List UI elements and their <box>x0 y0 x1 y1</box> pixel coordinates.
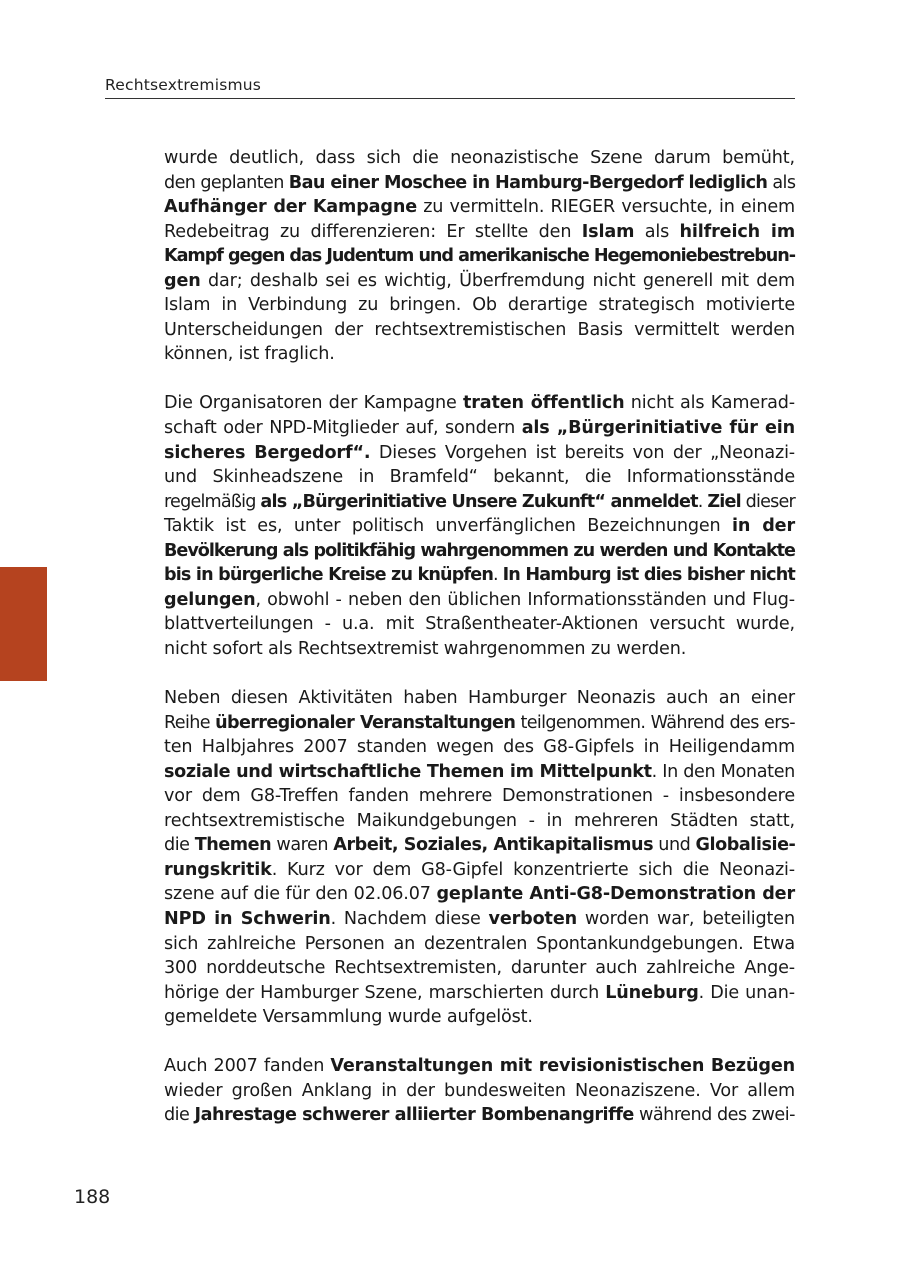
text-run: sich zahlreiche Personen an dezentralen Spontankundgebungen. Etwa <box>164 933 795 954</box>
text-line <box>164 195 795 220</box>
text-run: dar; deshalb sei es wichtig, Überfremdung nicht generell mit dem <box>200 270 795 291</box>
text-run: Dieses Vorgehen ist bereits von der „Neonazi- <box>370 442 796 463</box>
text-line <box>164 146 795 171</box>
text-run: nicht als Kamerad- <box>624 393 796 414</box>
bold-text: rungskritik <box>164 859 272 880</box>
text-run: 300 norddeutsche Rechtsextremisten, darunter auch zahlreiche Ange- <box>164 958 795 979</box>
text-run: vor dem G8-Treffen fanden mehrere Demonstrationen - insbesondere <box>164 786 795 807</box>
bold-text: als „Bürgerinitiative für ein <box>521 418 795 439</box>
paragraph <box>164 686 795 1030</box>
bold-text: Kampf gegen das Judentum und amerikanische Hegemoniebestrebun- <box>164 246 795 267</box>
bold-text: NPD in Schwerin <box>164 908 331 929</box>
text-run: Unterscheidungen der rechtsextremistischen Basis vermittelt werden <box>164 319 795 340</box>
text-run: den geplanten <box>164 172 289 193</box>
text-run: rechtsextremistische Maikundgebungen - in mehreren Städten statt, <box>164 810 795 831</box>
text-run: Die Organisatoren der Kampagne <box>164 393 463 414</box>
text-run: und <box>653 835 696 856</box>
text-run: als <box>634 221 680 242</box>
text-line <box>164 612 795 637</box>
text-line <box>164 318 795 343</box>
text-line <box>164 465 795 490</box>
paragraph-gap <box>164 367 795 392</box>
text-run: wurde deutlich, dass sich die neonazistische Szene darum bemüht, <box>164 148 795 168</box>
text-line <box>164 244 795 269</box>
bold-text: Lüneburg <box>605 982 699 1003</box>
text-run: hörige der Hamburger Szene, marschierten durch <box>164 982 606 1003</box>
text-line <box>164 416 795 441</box>
bold-text: gelungen <box>164 589 256 610</box>
text-line <box>164 342 795 367</box>
bold-text: Aufhänger der Kampagne <box>164 197 417 218</box>
text-line <box>164 1079 795 1104</box>
text-run: Islam in Verbindung zu bringen. Ob derartige strategisch motivierte <box>164 295 795 316</box>
text-line <box>164 171 795 196</box>
bold-text: in der <box>732 516 795 537</box>
bold-text: Jahrestage schwerer alliierter Bombenangriffe <box>194 1105 634 1126</box>
text-line <box>164 637 795 662</box>
text-run: waren <box>271 835 334 856</box>
text-run: während des zwei- <box>633 1105 795 1126</box>
text-line <box>164 858 795 883</box>
text-line <box>164 1103 795 1128</box>
paragraph <box>164 391 795 661</box>
text-line <box>164 932 795 957</box>
text-run: . Die unan- <box>698 982 795 1003</box>
text-run: , obwohl - neben den üblichen Informationsständen und Flug- <box>255 589 795 610</box>
bold-text: gen <box>164 270 201 291</box>
bold-text: Ziel <box>707 491 741 512</box>
bold-text: hilfreich im <box>679 221 795 242</box>
text-line <box>164 220 795 245</box>
text-line <box>164 711 795 736</box>
paragraph <box>164 1054 795 1128</box>
text-line <box>164 588 795 613</box>
text-run: Redebeitrag zu differenzieren: Er stellte den <box>164 221 582 242</box>
text-line <box>164 784 795 809</box>
text-run: . Nachdem diese <box>330 908 489 929</box>
bold-text: Veranstaltungen mit revisionistischen Bezügen <box>330 1056 795 1077</box>
bold-text: verboten <box>488 908 577 929</box>
bold-text: als „Bürgerinitiative Unsere Zukunft“ anmeldet <box>260 491 698 512</box>
text-line <box>164 293 795 318</box>
bold-text: traten öffentlich <box>462 393 625 414</box>
text-run: die <box>164 835 195 856</box>
running-head-title: Rechtsextremismus <box>105 76 262 94</box>
text-run: szene auf die für den 02.06.07 <box>164 884 437 905</box>
text-run: schaft oder NPD-Mitglieder auf, sondern <box>164 418 522 439</box>
bold-text: In Hamburg ist dies bisher nicht <box>502 565 795 586</box>
text-run: . In den Monaten <box>651 761 795 782</box>
bold-text: geplante Anti-G8-Demonstration der <box>436 884 795 905</box>
text-run: . <box>697 491 708 512</box>
bold-text: Arbeit, Soziales, Antikapitalismus <box>333 835 654 856</box>
bold-text: sicheres Bergedorf“. <box>164 442 371 463</box>
bold-text: soziale und wirtschaftliche Themen im Mittelpunkt <box>164 761 652 782</box>
bold-text: Globalisie- <box>695 835 796 856</box>
text-run: . Kurz vor dem G8-Gipfel konzentrierte sich die Neonazi- <box>271 859 795 880</box>
bold-text: Bau einer Moschee in Hamburg-Bergedorf lediglich <box>288 172 768 193</box>
header-rule <box>105 98 795 99</box>
paragraph-gap <box>164 661 795 686</box>
bold-text: Themen <box>194 835 272 856</box>
bold-text: Bevölkerung als politikfähig wahrgenommen zu werden und Kontakte <box>164 540 795 561</box>
text-line <box>164 907 795 932</box>
text-line <box>164 490 795 515</box>
text-line <box>164 441 795 466</box>
text-run: Taktik ist es, unter politisch unverfänglichen Bezeichnungen <box>164 516 732 537</box>
text-run: gemeldete Versammlung wurde aufgelöst. <box>164 1007 533 1028</box>
text-run: wieder großen Anklang in der bundesweiten Neonaziszene. Vor allem <box>164 1080 795 1101</box>
text-run: teilgenommen. Während des ers- <box>515 712 795 733</box>
text-line <box>164 686 795 711</box>
text-line <box>164 760 795 785</box>
paragraph-gap <box>164 1030 795 1055</box>
text-line <box>164 1054 795 1079</box>
bold-text: Islam <box>581 221 635 242</box>
text-line <box>164 539 795 564</box>
text-line <box>164 809 795 834</box>
text-line <box>164 1005 795 1030</box>
text-line <box>164 956 795 981</box>
text-run: regelmäßig <box>164 491 261 512</box>
text-line <box>164 735 795 760</box>
bold-text: bis in bürgerliche Kreise zu knüpfen <box>164 565 494 586</box>
text-line <box>164 269 795 294</box>
text-run: Neben diesen Aktivitäten haben Hamburger Neonazis auch an einer <box>164 688 795 709</box>
text-line <box>164 563 795 588</box>
text-run: als <box>767 172 796 193</box>
text-run: ten Halbjahres 2007 standen wegen des G8-Gipfels in Heiligendamm <box>164 737 795 758</box>
text-run: worden war, beteiligten <box>576 908 795 929</box>
text-line <box>164 981 795 1006</box>
chapter-thumb-tab <box>0 567 47 681</box>
text-run: dieser <box>740 491 795 512</box>
text-run: . <box>493 565 503 586</box>
text-line <box>164 882 795 907</box>
text-run: zu vermitteln. RIEGER versuchte, in einem <box>416 197 795 218</box>
text-line <box>164 833 795 858</box>
body-text <box>164 146 795 1128</box>
text-run: Reihe <box>164 712 216 733</box>
text-run: und Skinheadszene in Bramfeld“ bekannt, die Informationsstände <box>164 467 795 488</box>
text-line <box>164 391 795 416</box>
text-line <box>164 514 795 539</box>
text-run: Auch 2007 fanden <box>164 1056 331 1077</box>
text-run: nicht sofort als Rechtsextremist wahrgenommen zu werden. <box>164 638 687 659</box>
bold-text: überregionaler Veranstaltungen <box>215 712 516 733</box>
page-number: 188 <box>74 1186 111 1208</box>
text-run: blattverteilungen - u.a. mit Straßentheater-Aktionen versucht wurde, <box>164 614 795 635</box>
text-run: können, ist fraglich. <box>164 344 335 365</box>
paragraph <box>164 146 795 367</box>
text-run: die <box>164 1105 195 1126</box>
